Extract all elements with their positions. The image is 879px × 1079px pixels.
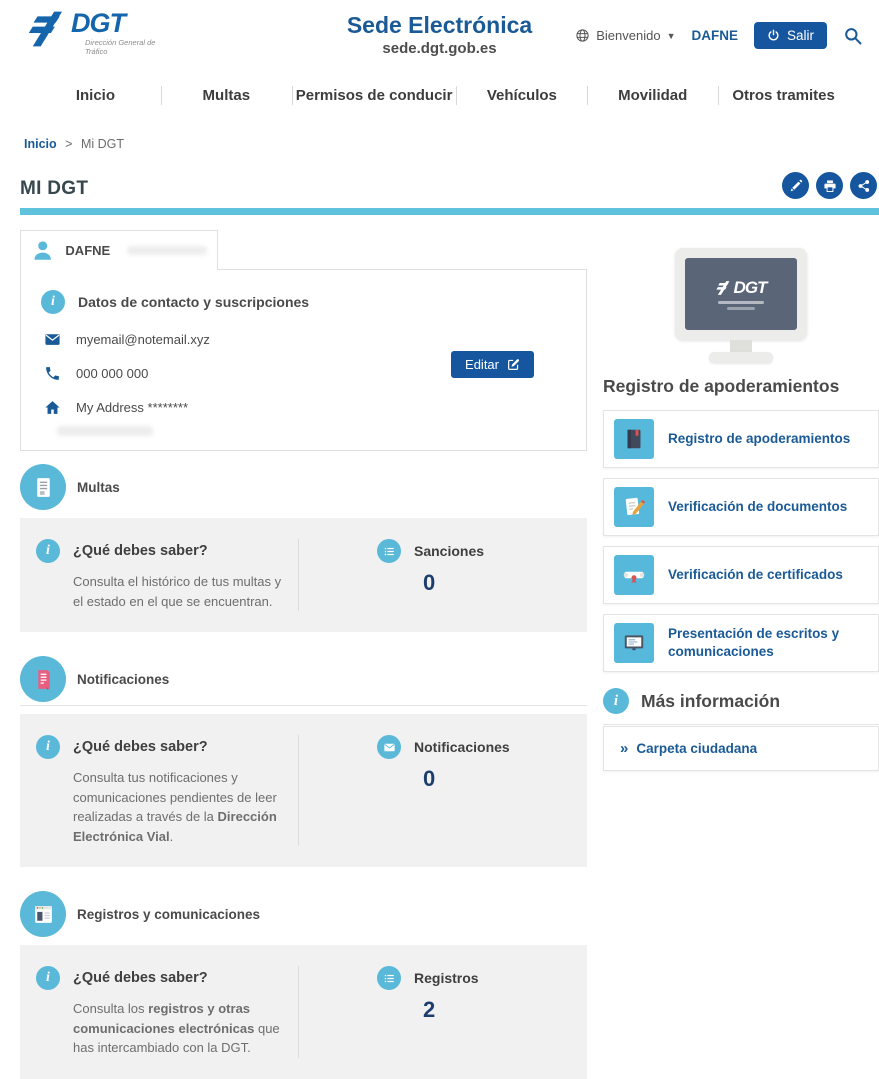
nav-item-multas[interactable]: Multas [161,80,292,111]
multas-stat-label: Sanciones [414,543,485,559]
site-title: Sede Electrónica [346,12,533,38]
section-title-registros: Registros y comunicaciones [77,906,261,922]
contact-email: myemail@notemail.xyz [76,332,210,347]
nav-item-vehiculos[interactable]: Vehículos [456,80,587,111]
share-icon [857,179,871,193]
edit-page-button[interactable] [782,172,809,199]
double-chevron-icon: » [620,740,629,757]
main-content [20,230,587,1079]
user-name-link[interactable]: DAFNE [691,28,738,43]
dgt-logo[interactable] [28,9,165,56]
section-title-multas: Multas [77,479,120,495]
multas-panel [20,518,587,632]
nav-item-otros-tramites[interactable]: Otros tramites [718,80,849,111]
registros-stat-value[interactable]: 2 [423,997,436,1022]
contact-address: My Address ******** [76,400,188,415]
registros-stat-label: Registros [414,970,479,986]
contact-address-row [44,399,566,416]
notification-document-icon [20,656,66,702]
breadcrumb-current: Mi DGT [80,137,124,151]
certificate-icon [614,555,654,595]
nav-item-inicio[interactable]: Inicio [75,87,116,104]
welcome-label: Bienvenido [596,28,661,43]
registros-panel [20,945,587,1079]
breadcrumb-separator: > [65,137,73,151]
main-nav [0,80,879,111]
page-title: MI DGT [20,178,89,199]
globe-icon [575,28,590,43]
sidebar [603,230,879,1079]
carpeta-ciudadana-link[interactable]: » Carpeta ciudadana [603,726,879,771]
phone-icon [44,365,61,382]
site-domain: sede.dgt.gob.es [382,40,497,57]
multas-question: ¿Qué debes saber? [73,543,208,559]
registros-description: Consulta los registros y otras comunicaciones electrónicas que has intercambiado con la DGT. [73,1001,280,1055]
edit-button-label: Editar [465,357,499,372]
breadcrumb [24,137,879,151]
dgt-logo-icon [28,9,66,49]
redacted-text [127,246,207,255]
info-icon [603,688,629,714]
redacted-text [718,301,764,304]
contact-card-title: Datos de contacto y suscripciones [78,294,310,310]
info-icon [36,966,60,990]
sidebar-link-presentacion-escritos[interactable]: Presentación de escritos y comunicaciones [603,614,879,672]
profile-tab[interactable] [20,230,218,270]
monitor-illustration [675,248,807,363]
more-info-title: Más información [641,690,781,711]
search-icon[interactable] [843,26,863,46]
document-pencil-icon [614,487,654,527]
notificaciones-stat-label: Notificaciones [414,739,510,755]
nav-item-movilidad[interactable]: Movilidad [587,80,718,111]
envelope-icon [44,331,61,348]
section-header-registros [20,891,587,937]
edit-icon [507,358,520,371]
contact-phone: 000 000 000 [76,366,149,381]
person-icon [31,237,54,264]
caret-down-icon: ▼ [666,30,676,41]
logout-label: Salir [786,28,814,43]
home-icon [44,399,61,416]
info-icon [36,735,60,759]
dgt-logo-text: DGT [71,8,125,38]
envelope-icon [377,735,401,759]
print-page-button[interactable] [816,172,843,199]
info-icon [36,539,60,563]
breadcrumb-home-link[interactable]: Inicio [24,137,57,151]
dgt-logo-subtitle: Dirección General de Tráfico [85,38,156,57]
sidebar-link-verificacion-certificados[interactable]: Verificación de certificados [603,546,879,604]
sidebar-link-registro-apoderamientos[interactable]: Registro de apoderamientos [603,410,879,468]
title-accent-bar [20,208,879,215]
sidebar-link-verificacion-documentos[interactable]: Verificación de documentos [603,478,879,536]
pencil-icon [789,179,803,193]
contact-card [20,269,587,451]
list-icon [377,966,401,990]
browser-window-icon [20,891,66,937]
notificaciones-description: Consulta tus notificaciones y comunicaciones pendientes de leer realizadas a través de la Dirección Electrónica Vial. [73,770,277,844]
sidebar-title: Registro de apoderamientos [603,376,840,396]
notificaciones-panel [20,714,587,867]
welcome-dropdown[interactable] [575,28,675,43]
section-header-multas [20,464,587,510]
notificaciones-question: ¿Qué debes saber? [73,739,208,755]
site-title-block [347,12,532,57]
monitor-logo-text: DGT [733,278,767,297]
section-header-notificaciones [20,656,587,702]
section-divider [20,705,587,706]
sidebar-divider [603,724,879,725]
logout-button[interactable] [754,22,827,49]
list-icon [377,539,401,563]
fines-document-icon [20,464,66,510]
book-icon [614,419,654,459]
notificaciones-stat-value[interactable]: 0 [423,766,436,791]
dgt-mini-logo-icon [716,280,731,296]
contact-email-row [44,331,566,348]
info-icon [41,290,65,314]
edit-contact-button[interactable] [451,351,534,378]
more-info-header [603,688,879,714]
printer-icon [823,179,837,193]
share-page-button[interactable] [850,172,877,199]
redacted-text [727,307,755,310]
registros-question: ¿Qué debes saber? [73,970,208,986]
header-actions [575,22,863,49]
profile-tab-label: DAFNE [65,243,111,258]
section-title-notificaciones: Notificaciones [77,671,170,687]
power-icon [767,29,780,42]
site-header [0,0,879,70]
nav-item-permisos[interactable]: Permisos de conducir [292,80,457,111]
page-actions [782,172,877,199]
multas-description: Consulta el histórico de tus multas y el estado en el que se encuentran. [73,574,282,609]
multas-stat-value[interactable]: 0 [423,570,436,595]
redacted-text [57,426,153,436]
monitor-icon [614,623,654,663]
